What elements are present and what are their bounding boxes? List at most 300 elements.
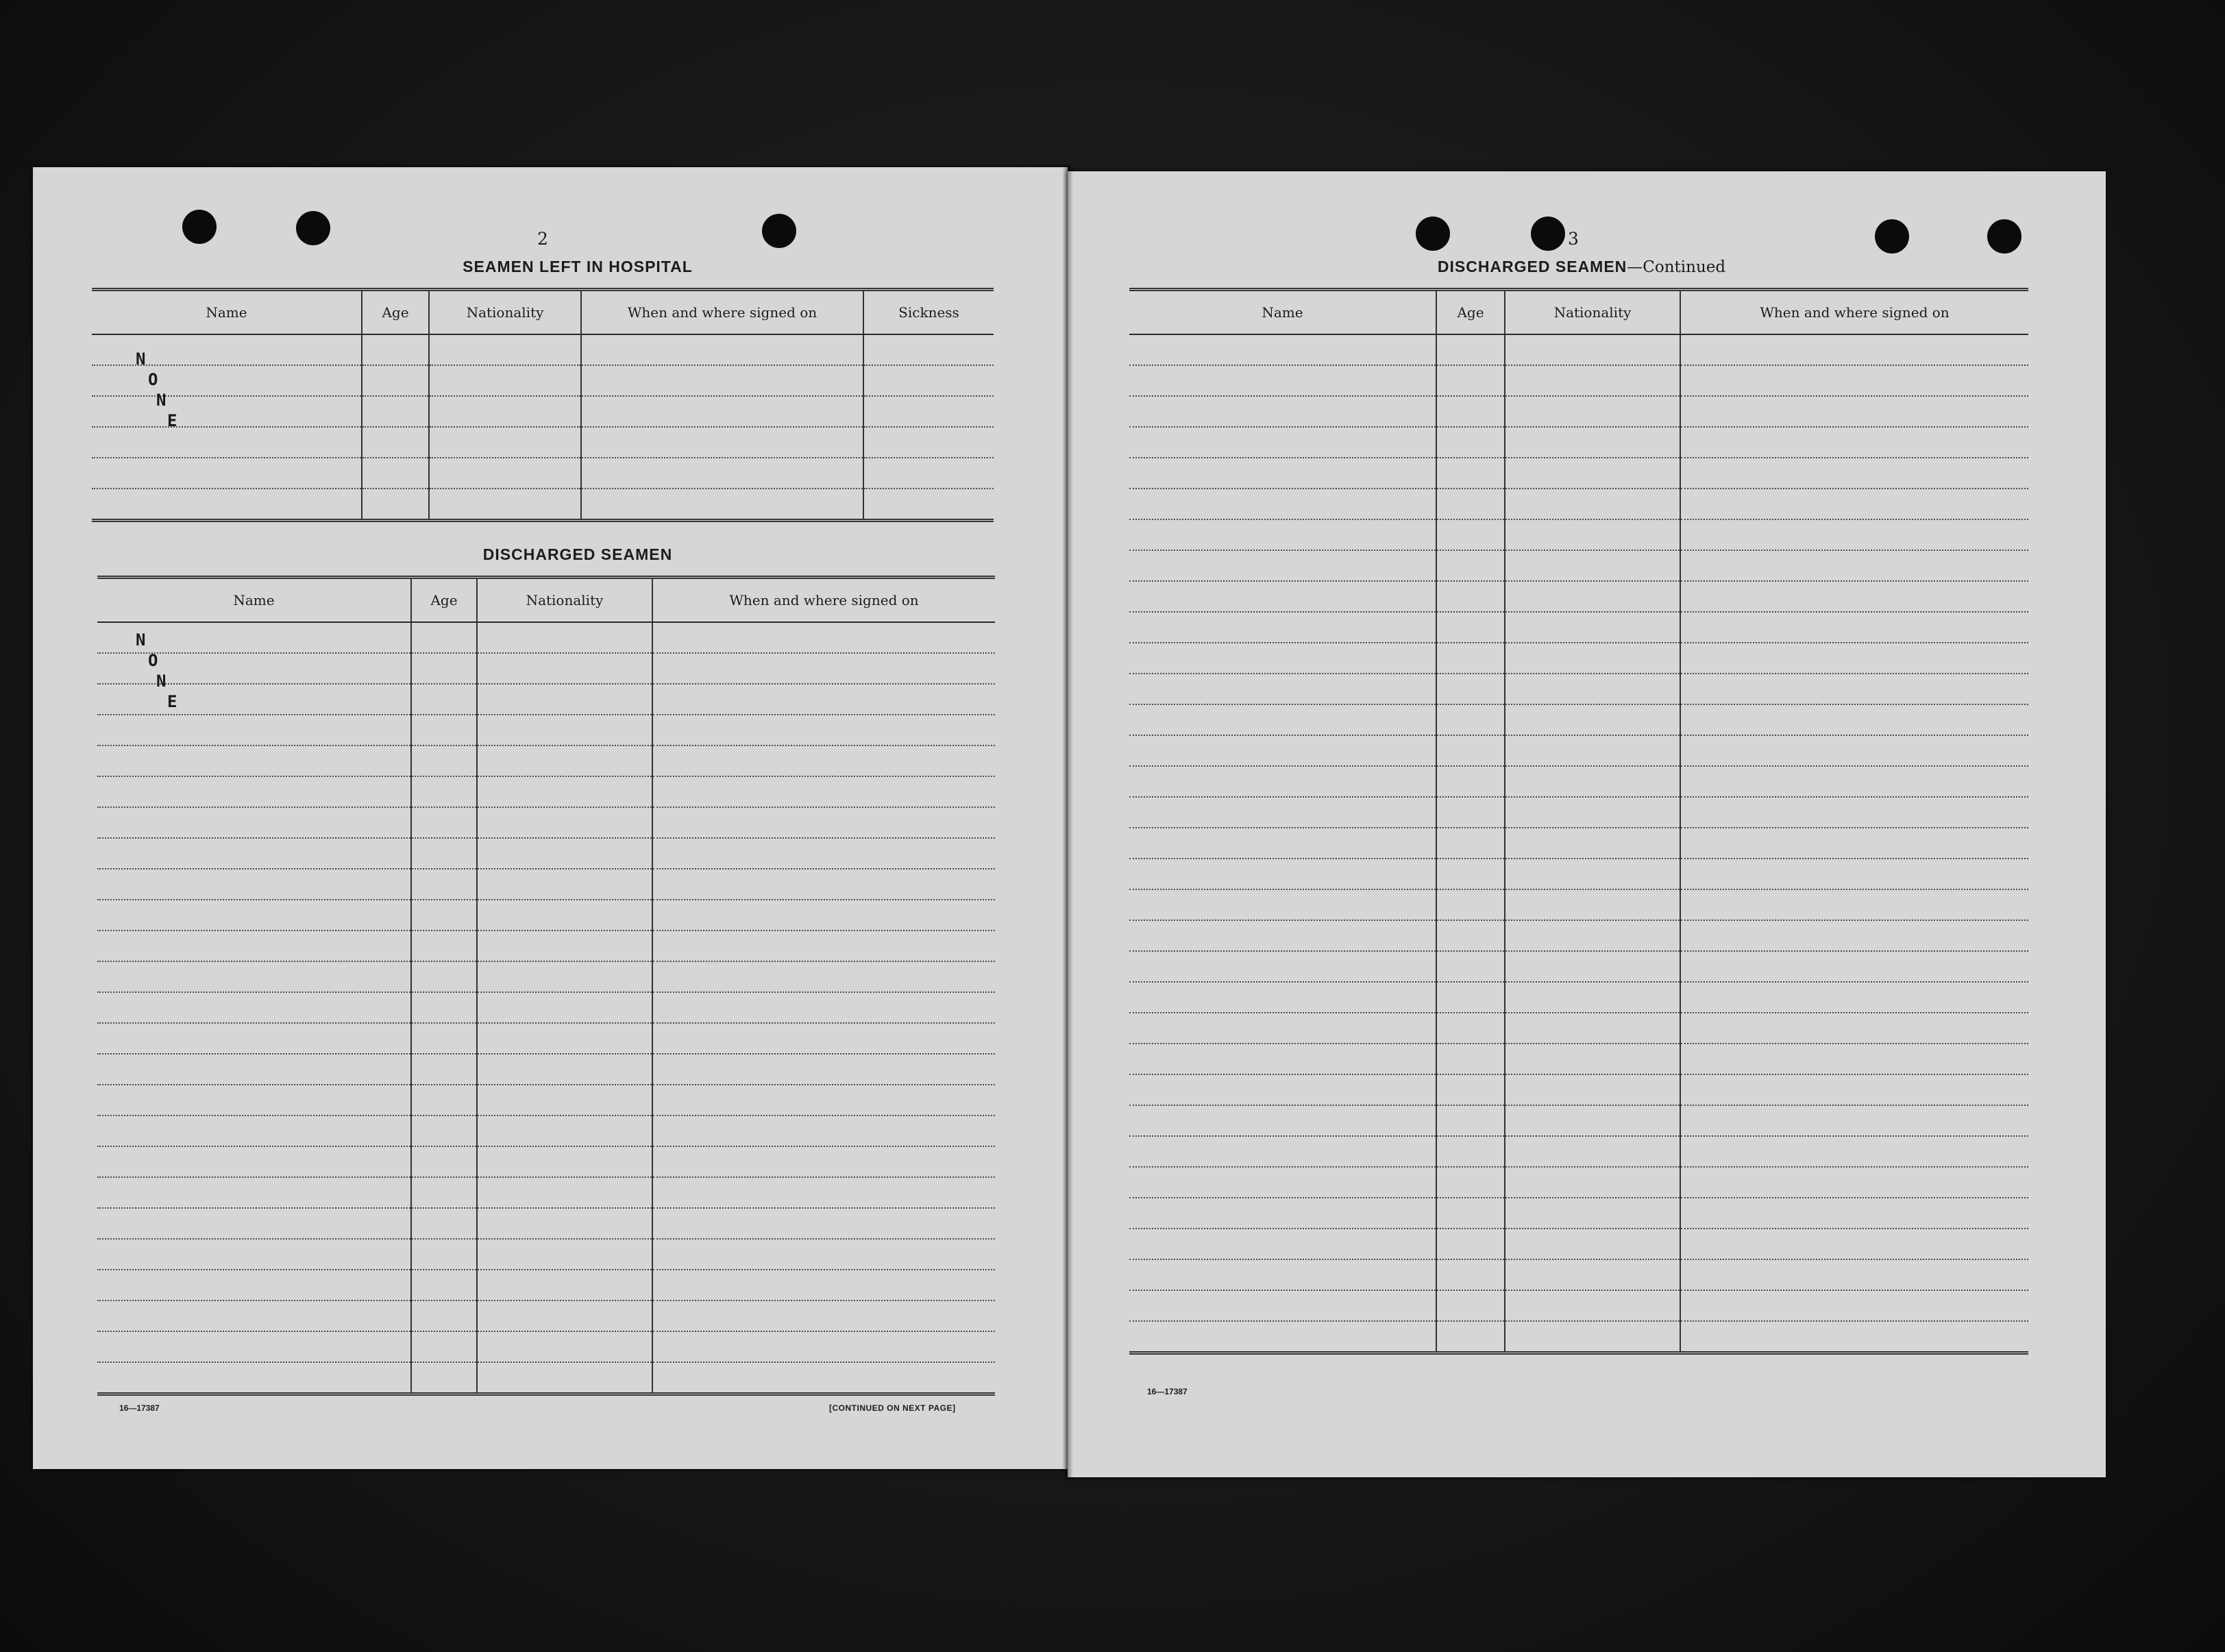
table-cell: [1129, 458, 1436, 489]
section-title-suffix: —Continued: [1627, 258, 1726, 276]
page-number: 3: [1568, 229, 1579, 249]
punch-hole: [1875, 219, 1909, 254]
table-cell: [1505, 365, 1680, 396]
column-header-signed-on: When and where signed on: [1680, 290, 2028, 335]
table-cell: [1129, 1290, 1436, 1321]
table-cell: [92, 396, 362, 430]
table-cell: [362, 334, 429, 365]
table-cell: [1680, 951, 2028, 982]
table-cell: [411, 684, 477, 715]
table-cell: [1436, 889, 1505, 920]
table-cell: [1505, 1136, 1680, 1167]
punch-hole: [1531, 217, 1565, 251]
table-cell: [1680, 674, 2028, 704]
table-row: [97, 869, 995, 900]
table-cell: [1129, 1229, 1436, 1259]
table-cell: [477, 1331, 652, 1362]
table-row: [1129, 859, 2028, 889]
table-cell: [1505, 1013, 1680, 1044]
table-cell: [477, 684, 652, 715]
table-row: [92, 334, 994, 365]
column-header-age: Age: [362, 290, 429, 335]
table-cell: [411, 1023, 477, 1054]
stamp-letter: O: [148, 651, 158, 670]
discharged-section-title: DISCHARGED SEAMEN: [482, 545, 673, 563]
table-cell: [1505, 1044, 1680, 1074]
table-cell: [1680, 1044, 2028, 1074]
table-cell: [1680, 1105, 2028, 1136]
table-cell: [652, 869, 995, 900]
table-cell: [411, 1239, 477, 1270]
table-row: [97, 653, 995, 684]
table-row: [1129, 1136, 2028, 1167]
table-cell: [477, 715, 652, 745]
table-cell: [429, 334, 581, 365]
stamp-letter: N: [136, 349, 146, 369]
table-cell: [411, 776, 477, 807]
table-cell: [97, 1331, 411, 1362]
table-cell: [411, 1054, 477, 1085]
table-cell: [362, 365, 429, 396]
table-cell: [652, 1054, 995, 1085]
table-cell: [477, 1177, 652, 1208]
table-cell: [1680, 365, 2028, 396]
column-header-signed-on: When and where signed on: [652, 578, 995, 623]
right-page: [1068, 171, 2106, 1477]
table-cell: [652, 684, 995, 715]
table-cell: [411, 622, 477, 653]
table-cell: [1129, 982, 1436, 1013]
table-cell: [863, 427, 994, 458]
table-row: [1129, 982, 2028, 1013]
table-cell: [1436, 674, 1505, 704]
table-cell: [652, 1362, 995, 1394]
table-cell: [97, 869, 411, 900]
table-cell: [1505, 766, 1680, 797]
table-cell: [1680, 1259, 2028, 1290]
table-cell: [1505, 612, 1680, 643]
table-cell: [411, 1331, 477, 1362]
table-row: [97, 1085, 995, 1115]
table-cell: [652, 715, 995, 745]
table-row: [97, 930, 995, 961]
table-cell: [411, 1362, 477, 1394]
table-cell: [863, 458, 994, 489]
table-cell: [1436, 704, 1505, 735]
stamp-letter: N: [156, 391, 167, 410]
table-cell: [97, 745, 411, 776]
table-cell: [1505, 458, 1680, 489]
table-cell: [1505, 519, 1680, 550]
table-cell: [652, 1331, 995, 1362]
table-row: [97, 961, 995, 992]
table-cell: [1436, 1229, 1505, 1259]
table-cell: [1129, 920, 1436, 951]
table-cell: [1680, 1074, 2028, 1105]
table-cell: [1129, 1013, 1436, 1044]
table-cell: [97, 1177, 411, 1208]
table-cell: [1436, 396, 1505, 427]
table-cell: [1436, 1321, 1505, 1353]
table-cell: [97, 1085, 411, 1115]
table-row: [97, 684, 995, 715]
table-cell: [1505, 1229, 1680, 1259]
table-cell: [652, 622, 995, 653]
table-cell: [1505, 859, 1680, 889]
table-row: [1129, 889, 2028, 920]
table-cell: [1436, 828, 1505, 859]
table-cell: [97, 900, 411, 930]
table-cell: [1129, 427, 1436, 458]
table-cell: [1505, 1259, 1680, 1290]
table-cell: [1680, 1013, 2028, 1044]
table-cell: [1436, 427, 1505, 458]
table-cell: [1680, 458, 2028, 489]
table-cell: [1129, 1321, 1436, 1353]
book-fold: [1062, 164, 1073, 1480]
table-cell: [97, 1270, 411, 1300]
table-cell: [477, 1208, 652, 1239]
form-number: 16—17387: [1147, 1387, 1188, 1396]
table-cell: [1129, 1167, 1436, 1198]
table-cell: [863, 365, 994, 396]
table-cell: [1436, 581, 1505, 612]
table-cell: [1680, 1290, 2028, 1321]
table-cell: [652, 900, 995, 930]
table-row: [1129, 1167, 2028, 1198]
table-cell: [1436, 365, 1505, 396]
table-cell: [1436, 1013, 1505, 1044]
table-cell: [97, 653, 411, 684]
table-cell: [1680, 859, 2028, 889]
table-cell: [652, 1085, 995, 1115]
table-cell: [1436, 1074, 1505, 1105]
table-cell: [1436, 920, 1505, 951]
table-cell: [1680, 889, 2028, 920]
table-cell: [411, 992, 477, 1023]
stamp-letter: E: [167, 411, 177, 430]
table-cell: [97, 1300, 411, 1331]
table-cell: [652, 1270, 995, 1300]
table-cell: [1436, 1198, 1505, 1229]
table-cell: [411, 715, 477, 745]
table-cell: [92, 458, 362, 489]
table-row: [1129, 1259, 2028, 1290]
table-cell: [1129, 643, 1436, 674]
table-row: [97, 838, 995, 869]
table-cell: [863, 334, 994, 365]
table-row: [92, 458, 994, 489]
table-row: [97, 1177, 995, 1208]
table-cell: [1505, 1167, 1680, 1198]
column-header-signed-on: When and where signed on: [581, 290, 863, 335]
table-cell: [411, 900, 477, 930]
table-row: [97, 900, 995, 930]
punch-hole: [762, 214, 796, 248]
table-cell: [1436, 519, 1505, 550]
table-cell: [1505, 427, 1680, 458]
table-cell: [97, 807, 411, 838]
table-cell: [411, 1300, 477, 1331]
table-cell: [1680, 550, 2028, 581]
table-cell: [477, 1239, 652, 1270]
left-page: [33, 167, 1068, 1469]
table-row: [92, 365, 994, 396]
table-row: [1129, 489, 2028, 519]
table-cell: [1129, 612, 1436, 643]
table-cell: [581, 427, 863, 458]
table-cell: [1436, 1167, 1505, 1198]
table-cell: [477, 1023, 652, 1054]
table-cell: [1129, 1105, 1436, 1136]
table-cell: [477, 1146, 652, 1177]
table-row: [1129, 1290, 2028, 1321]
table-cell: [92, 365, 362, 396]
table-cell: [1129, 735, 1436, 766]
table-cell: [652, 1177, 995, 1208]
table-cell: [1129, 1259, 1436, 1290]
table-cell: [1129, 889, 1436, 920]
table-cell: [1505, 797, 1680, 828]
table-cell: [97, 1115, 411, 1146]
table-cell: [1505, 951, 1680, 982]
table-cell: [1129, 828, 1436, 859]
table-cell: [362, 427, 429, 458]
table-cell: [477, 838, 652, 869]
stamp-letter: O: [148, 370, 158, 389]
table-cell: [411, 1208, 477, 1239]
table-row: [92, 396, 994, 427]
table-cell: [429, 396, 581, 427]
table-row: [1129, 766, 2028, 797]
table-cell: [1129, 365, 1436, 396]
table-row: [97, 1208, 995, 1239]
table-cell: [477, 653, 652, 684]
table-cell: [1505, 1074, 1680, 1105]
table-cell: [1505, 704, 1680, 735]
table-cell: [581, 365, 863, 396]
table-cell: [1129, 951, 1436, 982]
table-cell: [1680, 489, 2028, 519]
table-cell: [652, 961, 995, 992]
discharged-table-continued: [1129, 288, 2028, 1355]
table-cell: [1680, 427, 2028, 458]
table-cell: [652, 1023, 995, 1054]
table-row: [97, 1023, 995, 1054]
table-cell: [477, 776, 652, 807]
table-row: [97, 1331, 995, 1362]
table-row: [97, 1239, 995, 1270]
table-cell: [92, 489, 362, 521]
table-cell: [477, 622, 652, 653]
table-cell: [411, 1146, 477, 1177]
column-header-name: Name: [1129, 290, 1436, 335]
table-row: [97, 622, 995, 653]
table-cell: [1436, 1136, 1505, 1167]
table-cell: [97, 1362, 411, 1394]
table-cell: [1436, 859, 1505, 889]
column-header-nationality: Nationality: [429, 290, 581, 335]
table-row: [1129, 704, 2028, 735]
stamp-letter: E: [167, 692, 177, 711]
table-cell: [477, 745, 652, 776]
table-cell: [1680, 704, 2028, 735]
discharged-continued-title: [1273, 258, 1890, 276]
column-header-age: Age: [411, 578, 477, 623]
table-cell: [411, 1177, 477, 1208]
table-cell: [1680, 982, 2028, 1013]
table-cell: [652, 745, 995, 776]
table-cell: [477, 961, 652, 992]
table-cell: [477, 1300, 652, 1331]
table-cell: [97, 1054, 411, 1085]
table-cell: [652, 1239, 995, 1270]
table-cell: [1436, 1259, 1505, 1290]
table-row: [97, 1115, 995, 1146]
table-cell: [1436, 1290, 1505, 1321]
column-header-nationality: Nationality: [1505, 290, 1680, 335]
discharged-table: [97, 576, 995, 1396]
table-row: [97, 992, 995, 1023]
table-row: [1129, 828, 2028, 859]
table-cell: [97, 1146, 411, 1177]
table-cell: [1436, 334, 1505, 365]
table-cell: [1129, 674, 1436, 704]
table-cell: [97, 930, 411, 961]
table-row: [1129, 458, 2028, 489]
table-cell: [1436, 643, 1505, 674]
table-row: [1129, 519, 2028, 550]
table-cell: [1505, 1105, 1680, 1136]
table-cell: [652, 1115, 995, 1146]
table-row: [1129, 1198, 2028, 1229]
table-row: [1129, 920, 2028, 951]
table-cell: [1505, 674, 1680, 704]
table-row: [97, 807, 995, 838]
table-cell: [1680, 920, 2028, 951]
table-row: [1129, 1229, 2028, 1259]
table-cell: [1505, 735, 1680, 766]
table-cell: [1436, 1105, 1505, 1136]
table-cell: [652, 992, 995, 1023]
table-cell: [477, 1085, 652, 1115]
stamp-letter: N: [136, 630, 146, 650]
table-row: [1129, 550, 2028, 581]
table-cell: [97, 1208, 411, 1239]
table-cell: [1129, 519, 1436, 550]
table-cell: [863, 489, 994, 521]
table-cell: [477, 900, 652, 930]
table-cell: [97, 776, 411, 807]
hospital-section-title: SEAMEN LEFT IN HOSPITAL: [463, 258, 693, 275]
table-cell: [411, 838, 477, 869]
table-cell: [1436, 612, 1505, 643]
table-cell: [1505, 828, 1680, 859]
table-cell: [1129, 581, 1436, 612]
column-header-name: Name: [97, 578, 411, 623]
table-cell: [652, 776, 995, 807]
table-cell: [97, 838, 411, 869]
table-cell: [477, 869, 652, 900]
table-cell: [581, 489, 863, 521]
table-cell: [652, 1146, 995, 1177]
table-cell: [1505, 1198, 1680, 1229]
table-cell: [411, 869, 477, 900]
table-row: [1129, 1105, 2028, 1136]
table-cell: [652, 838, 995, 869]
table-row: [92, 489, 994, 521]
table-cell: [429, 427, 581, 458]
column-header-sickness: Sickness: [863, 290, 994, 335]
table-cell: [1129, 489, 1436, 519]
table-row: [97, 1146, 995, 1177]
table-cell: [652, 1208, 995, 1239]
table-row: [97, 1270, 995, 1300]
table-row: [1129, 334, 2028, 365]
table-cell: [411, 807, 477, 838]
table-cell: [97, 1023, 411, 1054]
table-cell: [1680, 519, 2028, 550]
punch-hole: [1416, 217, 1450, 251]
table-cell: [1129, 1136, 1436, 1167]
table-cell: [1129, 550, 1436, 581]
column-header-age: Age: [1436, 290, 1505, 335]
table-cell: [429, 365, 581, 396]
table-cell: [411, 961, 477, 992]
table-cell: [1505, 1290, 1680, 1321]
punch-hole: [182, 210, 217, 244]
table-cell: [477, 1270, 652, 1300]
table-cell: [97, 715, 411, 745]
table-row: [1129, 612, 2028, 643]
table-cell: [1680, 1321, 2028, 1353]
table-row: [1129, 1074, 2028, 1105]
table-cell: [1436, 797, 1505, 828]
table-cell: [1129, 797, 1436, 828]
table-cell: [1505, 1321, 1680, 1353]
table-cell: [1129, 859, 1436, 889]
hospital-table: [92, 288, 994, 522]
table-cell: [1680, 797, 2028, 828]
table-cell: [97, 1239, 411, 1270]
punch-hole: [296, 211, 330, 245]
table-cell: [1505, 334, 1680, 365]
table-cell: [97, 961, 411, 992]
section-title-text: DISCHARGED SEAMEN: [1437, 258, 1627, 275]
table-row: [1129, 1013, 2028, 1044]
table-row: [1129, 674, 2028, 704]
table-cell: [1129, 334, 1436, 365]
table-cell: [1680, 735, 2028, 766]
table-row: [1129, 581, 2028, 612]
table-cell: [97, 992, 411, 1023]
table-row: [1129, 1321, 2028, 1353]
table-cell: [92, 334, 362, 369]
table-cell: [1680, 828, 2028, 859]
column-header-name: Name: [92, 290, 362, 335]
table-cell: [652, 807, 995, 838]
table-cell: [652, 930, 995, 961]
table-row: [1129, 365, 2028, 396]
table-cell: [1436, 550, 1505, 581]
table-cell: [411, 745, 477, 776]
table-cell: [1436, 735, 1505, 766]
table-cell: [411, 1270, 477, 1300]
table-cell: [1436, 1044, 1505, 1074]
table-cell: [581, 396, 863, 427]
table-row: [97, 745, 995, 776]
table-cell: [92, 427, 362, 458]
